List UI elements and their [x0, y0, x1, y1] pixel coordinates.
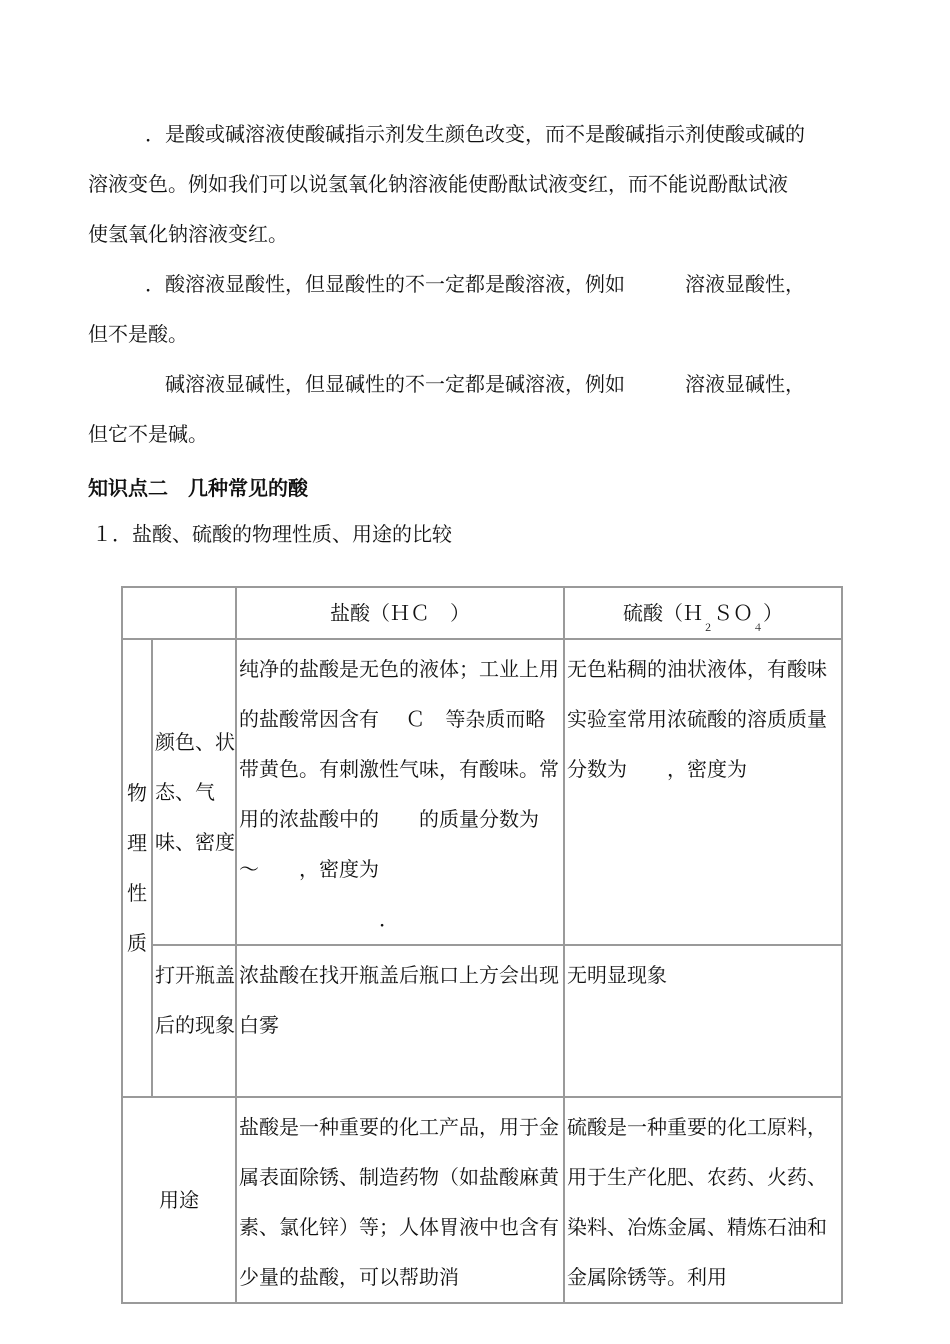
- row1-h2so4-text: 无色粘稠的油状液体，有酸味 实验室常用浓硫酸的溶质质量分数为 ，密度为: [567, 657, 834, 781]
- subsection-title: １．盐酸、硫酸的物理性质、用途的比较: [92, 522, 452, 546]
- header-h2so4-sub2: ４: [753, 623, 763, 634]
- header-hcl: [236, 587, 564, 639]
- header-h2so4-part2: ＳＯ: [713, 601, 753, 625]
- row2-hcl-text: 浓盐酸在找开瓶盖后瓶口上方会出现白雾: [239, 963, 559, 1037]
- header-h2so4-part1: 硫酸（Ｈ: [623, 601, 703, 625]
- paragraph-3-line-1: 碱溶液显碱性，但显碱性的不一定都是碱溶液，例如 溶液显碱性，: [165, 372, 805, 396]
- group-label-cell: [122, 639, 152, 1097]
- paragraph-3-line-2: 但它不是碱。: [88, 422, 208, 446]
- paragraph-2-line-2: 但不是酸。: [88, 322, 188, 346]
- header-h2so4-part3: ）: [763, 601, 783, 625]
- section-title: 知识点二 几种常见的酸: [88, 476, 308, 500]
- header-h2so4: [564, 587, 842, 639]
- table-row-uses: [122, 1097, 842, 1303]
- row3-hcl-text: 盐酸是一种重要的化工产品，用于金属表面除锈、制造药物（如盐酸麻黄素、氯化锌）等；人体胃液中也含有少量的盐酸，可以帮助消: [239, 1115, 559, 1289]
- row1-hcl-text: 纯净的盐酸是无色的液体；工业上用的盐酸常因含有 Ｃ 等杂质而略带黄色。有刺激性气味，有酸味。常用的浓盐酸中的 的质量分数为 ～ ，密度为 ．: [239, 657, 559, 931]
- group-label: 物理性质: [127, 781, 147, 955]
- table-header-row: [122, 587, 842, 639]
- row2-h2so4-cell: [564, 945, 842, 1097]
- row2-hcl-cell: [236, 945, 564, 1097]
- row2-h2so4-text: 无明显现象: [567, 963, 667, 987]
- paragraph-2-line-1: ．酸溶液显酸性，但显酸性的不一定都是酸溶液，例如 溶液显酸性，: [145, 272, 805, 296]
- paragraph-1-line-3: 使氢氧化钠溶液变红。: [88, 222, 288, 246]
- row3-hcl-cell: [236, 1097, 564, 1303]
- header-hcl-label: 盐酸（ＨＣ ）: [330, 601, 470, 625]
- table-row-open-bottle: [122, 945, 842, 1097]
- table-row-appearance: [122, 639, 842, 945]
- row3-h2so4-cell: [564, 1097, 842, 1303]
- row3-label-cell: [122, 1097, 236, 1303]
- row2-label: 打开瓶盖后的现象: [155, 963, 235, 1037]
- comparison-table: [121, 586, 843, 1304]
- row1-label-cell: [152, 639, 236, 945]
- row3-h2so4-text: 硫酸是一种重要的化工原料，用于生产化肥、农药、火药、染料、冶炼金属、精炼石油和金属除锈等。利用: [567, 1115, 827, 1289]
- row1-label: 颜色、状态、气味、密度: [155, 730, 235, 854]
- row3-label: 用途: [159, 1188, 199, 1212]
- row1-hcl-cell: [236, 639, 564, 945]
- header-h2so4-sub1: ２: [703, 623, 713, 634]
- row1-h2so4-cell: [564, 639, 842, 945]
- header-blank-cell: [122, 587, 236, 639]
- paragraph-1-line-2: 溶液变色。例如我们可以说氢氧化钠溶液能使酚酞试液变红，而不能说酚酞试液: [88, 172, 788, 196]
- paragraph-1-line-1: ．是酸或碱溶液使酸碱指示剂发生颜色改变，而不是酸碱指示剂使酸或碱的: [145, 122, 805, 146]
- row2-label-cell: [152, 945, 236, 1097]
